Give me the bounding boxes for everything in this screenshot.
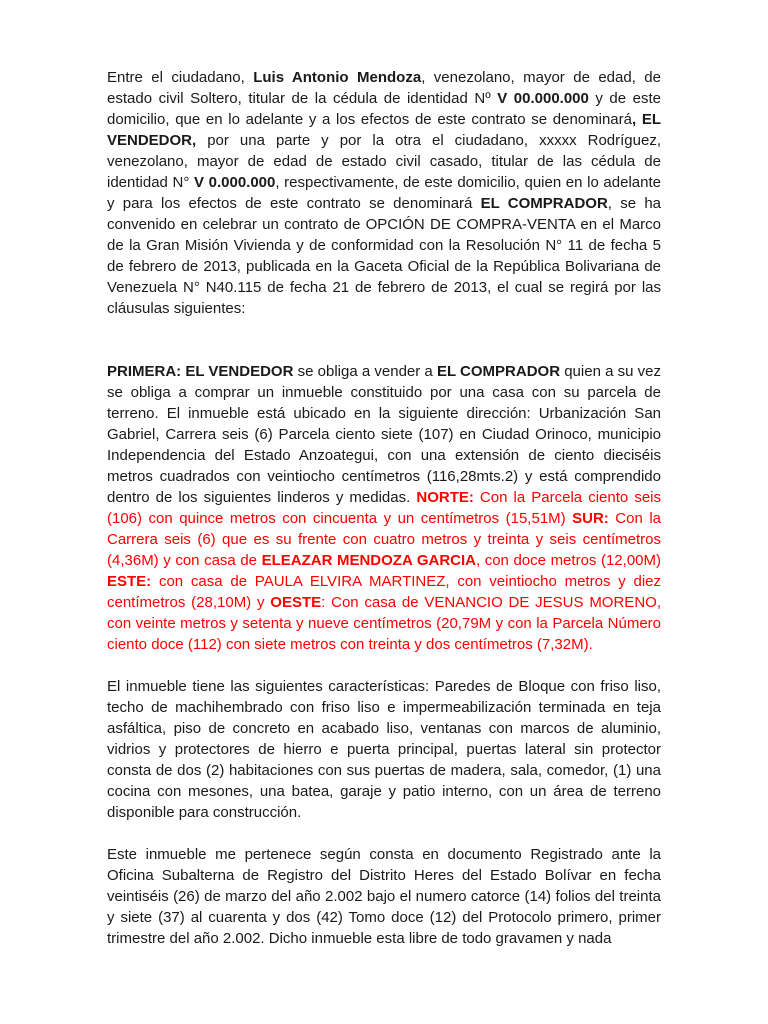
- boundary-east-label: ESTE:: [107, 573, 152, 590]
- boundary-north-label: NORTE:: [416, 489, 474, 506]
- text-span: , venezolano, mayor de edad, de estado civil Soltero, titular de la cédula de identidad Nº: [107, 69, 661, 107]
- buyer-term: EL COMPRADOR: [436, 363, 561, 380]
- text-span: y de este domicilio, que en lo adelante y a los efectos de este contrato se denominará: [107, 90, 662, 128]
- paragraph-ownership: Este inmueble me pertenece según consta en documento Registrado ante la Oficina Subalterna de Registro del Distrito Heres del Estado Bolívar en fecha veintiséis (26) de marzo del año 2.002 bajo el numero catorce (14) folios del treinta y siete (37) al cuarenta y dos (42) Tomo doce (12) del Protocolo primero, primer trimestre del año 2.002. Dicho inmueble esta libre de todo gravamen y nada: [107, 846, 661, 947]
- text-span: , se ha convenido en celebrar un contrato de OPCIÓN DE COMPRA-VENTA en el Marco de la Gran Misión Vivienda y de conformidad con la Resolución N° 11 de fecha 5 de febrero de 2013, publicada en la Gaceta Oficial de la República Bolivariana de Venezuela N° N40.115 de fecha 21 de febrero de 2013, el cual se regirá por las cláusulas siguientes:: [107, 195, 661, 317]
- buyer-term: EL COMPRADOR: [480, 195, 608, 212]
- seller-id: V 00.000.000: [497, 90, 589, 107]
- boundary-south-label: SUR:: [572, 510, 609, 527]
- seller-name: Luis Antonio Mendoza: [253, 69, 422, 86]
- text-span: Entre el ciudadano,: [107, 69, 254, 86]
- boundary-west-text: : Con casa de VENANCIO DE JESUS MORENO, con veinte metros y setenta y nueve centímetros (20,79M y con la Parcela Número ciento doce (112) con siete metros con treinta y dos centímetros (7,32M).: [107, 594, 661, 653]
- text-span: se obliga a vender a: [293, 363, 437, 380]
- buyer-id: V 0.000.000: [193, 174, 276, 191]
- paragraph-parties: [107, 67, 661, 319]
- text-span: por una parte y por la otra el ciudadano, xxxxx Rodríguez, venezolano, mayor de edad de estado civil casado, titular de las cédula de identidad N°: [107, 132, 661, 191]
- boundary-north-text: Con la Parcela ciento seis (106) con quince metros con cincuenta y un centímetros (15,51M): [107, 489, 661, 527]
- seller-term: , EL VENDEDOR,: [107, 111, 661, 149]
- text-span: quien a su vez se obliga a comprar un inmueble constituido por una casa con su parcela de terreno. El inmueble está ubicado en la siguiente dirección: Urbanización San Gabriel, Carrera seis (6) Parcela ciento siete (107) en Ciudad Orinoco, municipio Independencia del Estado Anzoategui, con una extensión de ciento dieciséis metros cuadrados con veintiocho centímetros (116,28mts.2) y está comprendido dentro de los siguientes linderos y medidas.: [107, 363, 661, 506]
- boundary-south-text-2: , con doce metros (12,00M): [475, 552, 661, 569]
- paragraph-clause-primera: [107, 361, 661, 655]
- paragraph-characteristics: El inmueble tiene las siguientes características: Paredes de Bloque con friso liso, techo de machihembrado con friso liso e impermeabilización terminada en teja asfáltica, piso de concreto en acabado liso, ventanas con marcos de aluminio, vidrios y protectores de hierro e puerta principal, puertas lateral sin protector consta de dos (2) habitaciones con sus puertas de madera, sala, comedor, (1) una cocina con mesones, una batea, garaje y patio interno, con un área de terreno disponible para construcción.: [107, 678, 661, 821]
- boundary-west-label: OESTE: [270, 594, 322, 611]
- boundary-east-text: con casa de PAULA ELVIRA MARTINEZ, con veintiocho metros y diez centímetros (28,10M) y: [107, 573, 661, 611]
- clause-title: PRIMERA: EL VENDEDOR: [107, 363, 294, 380]
- neighbor-name: ELEAZAR MENDOZA GARCIA: [261, 552, 476, 569]
- boundary-south-text: Con la Carrera seis (6) que es su frente con cuatro metros y treinta y seis centímetros (4,36M) y con casa de: [107, 510, 661, 569]
- text-span: , respectivamente, de este domicilio, quien en lo adelante y para los efectos de este contrato se denominará: [107, 174, 661, 212]
